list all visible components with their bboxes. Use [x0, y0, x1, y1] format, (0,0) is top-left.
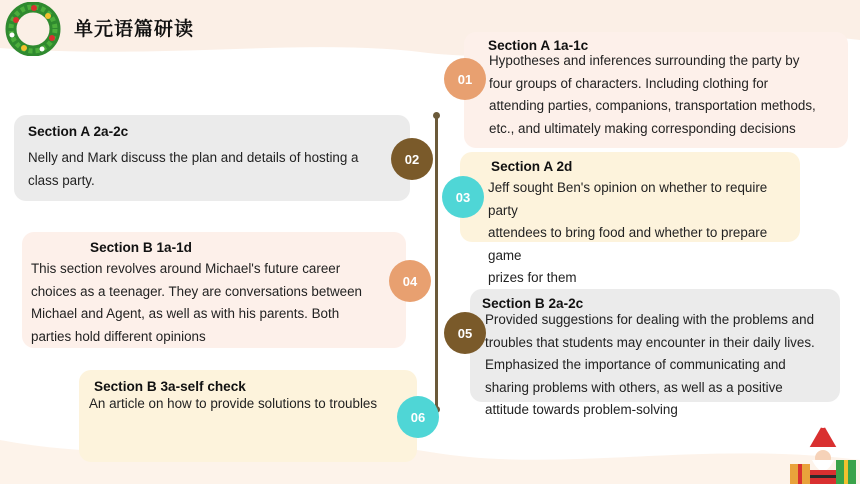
section-description: An article on how to provide solutions to troubles [89, 396, 378, 411]
section-number-badge: 04 [389, 260, 431, 302]
section-number-badge: 05 [444, 312, 486, 354]
christmas-wreath-icon [4, 2, 62, 56]
section-heading: Section A 2a-2c [28, 124, 129, 139]
section-heading: Section B 1a-1d [90, 240, 192, 255]
section-card-03 [460, 152, 800, 285]
santa-with-gifts-icon [790, 420, 856, 484]
section-card-02 [14, 115, 410, 201]
section-heading: Section B 3a-self check [94, 379, 246, 394]
section-description: This section revolves around Michael's future career choices as a teenager. They are conversations between Michael and Agent, as well as with his parents. Both parties hold different opinions [31, 261, 363, 344]
section-number-badge: 02 [391, 138, 433, 180]
section-description: Provided suggestions for dealing with the problems and troubles that students may encounter in their daily lives. Emphasized the importance of communicating and sharing problems with others, as well as a positive attitude towards problem-solving [485, 312, 815, 417]
section-description: Hypotheses and inferences surrounding the party by four groups of characters. Including clothing for attending parties, companions, transportation methods, etc., and ultimately making corresponding decisions [489, 53, 816, 136]
section-card-05 [470, 289, 840, 417]
section-card-06 [79, 370, 417, 462]
timeline-line [435, 114, 438, 410]
section-number-badge: 06 [397, 396, 439, 438]
section-number-badge: 01 [444, 58, 486, 100]
section-heading: Section B 2a-2c [482, 296, 584, 311]
page-title: 单元语篇研读 [74, 18, 195, 40]
section-number-badge: 03 [442, 176, 484, 218]
section-card-01 [464, 32, 848, 148]
section-heading: Section A 2d [491, 159, 573, 174]
section-description: Nelly and Mark discuss the plan and details of hosting a class party. [28, 150, 359, 188]
section-heading: Section A 1a-1c [488, 38, 589, 53]
section-description: Jeff sought Ben's opinion on whether to require party attendees to bring food and whether to prepare game prizes for them [488, 180, 768, 285]
section-card-04 [22, 232, 406, 348]
